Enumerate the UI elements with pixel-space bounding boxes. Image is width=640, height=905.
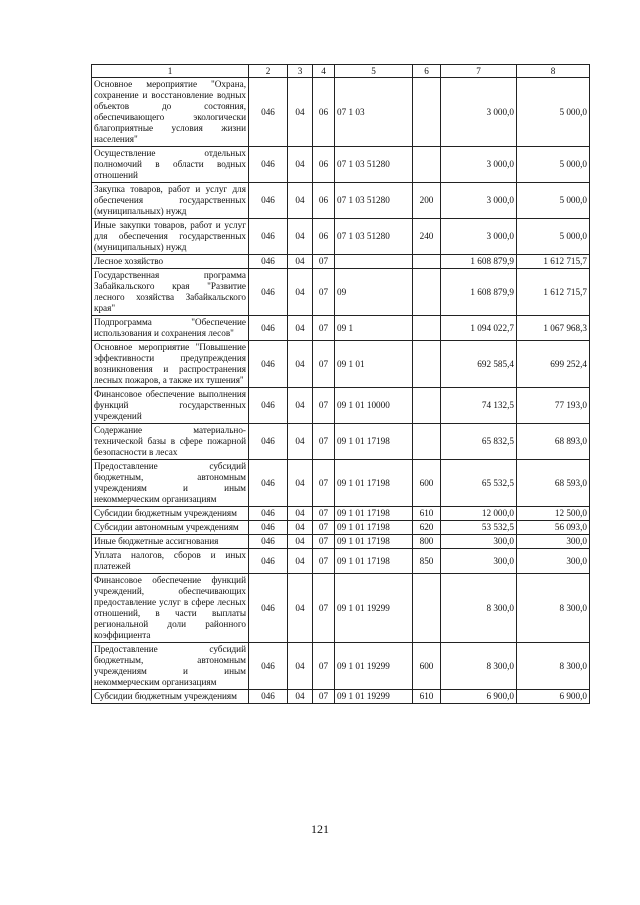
subsection-cell: 07: [313, 460, 335, 507]
budget-table: [91, 64, 590, 704]
section-cell: 04: [288, 690, 313, 704]
target-article-cell: [335, 255, 413, 269]
section-cell: 04: [288, 535, 313, 549]
row-name-cell: Закупка товаров, работ и услуг для обеспечения государственных (муниципальных) нужд: [92, 183, 249, 219]
amount-year2-cell: 6 900,0: [517, 690, 590, 704]
table-row: [92, 424, 590, 460]
row-name-cell: Подпрограмма "Обеспечение использования и сохранения лесов": [92, 316, 249, 341]
target-article-cell: 09 1 01 17198: [335, 521, 413, 535]
subsection-cell: 07: [313, 341, 335, 388]
section-cell: 04: [288, 147, 313, 183]
target-article-cell: 09 1 01 19299: [335, 690, 413, 704]
expense-type-cell: 610: [413, 507, 441, 521]
target-article-cell: 09 1 01 19299: [335, 643, 413, 690]
table-row: [92, 269, 590, 316]
amount-year1-cell: 3 000,0: [441, 183, 517, 219]
target-article-cell: 09 1: [335, 316, 413, 341]
admin-code-cell: 046: [249, 219, 288, 255]
admin-code-cell: 046: [249, 424, 288, 460]
amount-year2-cell: 5 000,0: [517, 147, 590, 183]
amount-year2-cell: 8 300,0: [517, 574, 590, 643]
section-cell: 04: [288, 78, 313, 147]
target-article-cell: 09 1 01 17198: [335, 535, 413, 549]
table-row: [92, 341, 590, 388]
target-article-cell: 09 1 01 17198: [335, 460, 413, 507]
expense-type-cell: 620: [413, 521, 441, 535]
subsection-cell: 07: [313, 507, 335, 521]
table-row: [92, 574, 590, 643]
target-article-cell: 07 1 03 51280: [335, 219, 413, 255]
admin-code-cell: 046: [249, 643, 288, 690]
subsection-cell: 06: [313, 219, 335, 255]
row-name-cell: Основное мероприятие "Охрана, сохранение и восстановление водных объектов до состояния, обеспечивающего экологически благоприятные условия жизни населения": [92, 78, 249, 147]
expense-type-cell: 600: [413, 643, 441, 690]
amount-year1-cell: 8 300,0: [441, 643, 517, 690]
amount-year2-cell: 56 093,0: [517, 521, 590, 535]
section-cell: 04: [288, 341, 313, 388]
table-row: [92, 388, 590, 424]
row-name-cell: Предоставление субсидий бюджетным, автономным учреждениям и иным некоммерческим организациям: [92, 460, 249, 507]
expense-type-cell: [413, 316, 441, 341]
page-number: 121: [311, 822, 329, 836]
subsection-cell: 07: [313, 388, 335, 424]
header-cell: 4: [313, 65, 335, 78]
header-cell: 6: [413, 65, 441, 78]
target-article-cell: 07 1 03 51280: [335, 147, 413, 183]
amount-year2-cell: 699 252,4: [517, 341, 590, 388]
admin-code-cell: 046: [249, 147, 288, 183]
table-row: [92, 460, 590, 507]
section-cell: 04: [288, 183, 313, 219]
amount-year1-cell: 74 132,5: [441, 388, 517, 424]
row-name-cell: Финансовое обеспечение выполнения функций государственных учреждений: [92, 388, 249, 424]
subsection-cell: 07: [313, 316, 335, 341]
section-cell: 04: [288, 424, 313, 460]
table-row: [92, 78, 590, 147]
header-cell: 7: [441, 65, 517, 78]
amount-year1-cell: 3 000,0: [441, 147, 517, 183]
table-row: [92, 521, 590, 535]
admin-code-cell: 046: [249, 690, 288, 704]
admin-code-cell: 046: [249, 269, 288, 316]
amount-year2-cell: 300,0: [517, 535, 590, 549]
amount-year1-cell: 692 585,4: [441, 341, 517, 388]
amount-year1-cell: 6 900,0: [441, 690, 517, 704]
target-article-cell: 09 1 01 19299: [335, 574, 413, 643]
section-cell: 04: [288, 219, 313, 255]
amount-year1-cell: 65 532,5: [441, 460, 517, 507]
target-article-cell: 09 1 01 17198: [335, 424, 413, 460]
amount-year2-cell: 8 300,0: [517, 643, 590, 690]
header-cell: 8: [517, 65, 590, 78]
amount-year2-cell: 68 893,0: [517, 424, 590, 460]
subsection-cell: 07: [313, 549, 335, 574]
header-row: [92, 65, 590, 78]
table-row: [92, 316, 590, 341]
table-row: [92, 549, 590, 574]
amount-year1-cell: 300,0: [441, 549, 517, 574]
expense-type-cell: 850: [413, 549, 441, 574]
amount-year1-cell: 12 000,0: [441, 507, 517, 521]
admin-code-cell: 046: [249, 507, 288, 521]
target-article-cell: 07 1 03 51280: [335, 183, 413, 219]
amount-year1-cell: 53 532,5: [441, 521, 517, 535]
section-cell: 04: [288, 549, 313, 574]
table-body: [92, 65, 590, 704]
amount-year1-cell: 300,0: [441, 535, 517, 549]
admin-code-cell: 046: [249, 341, 288, 388]
amount-year2-cell: 5 000,0: [517, 219, 590, 255]
subsection-cell: 06: [313, 78, 335, 147]
expense-type-cell: [413, 388, 441, 424]
expense-type-cell: [413, 574, 441, 643]
amount-year2-cell: 68 593,0: [517, 460, 590, 507]
section-cell: 04: [288, 388, 313, 424]
expense-type-cell: 800: [413, 535, 441, 549]
row-name-cell: Государственная программа Забайкальского края "Развитие лесного хозяйства Забайкальского края": [92, 269, 249, 316]
row-name-cell: Иные бюджетные ассигнования: [92, 535, 249, 549]
row-name-cell: Субсидии бюджетным учреждениям: [92, 690, 249, 704]
table-row: [92, 219, 590, 255]
expense-type-cell: [413, 147, 441, 183]
section-cell: 04: [288, 521, 313, 535]
amount-year2-cell: 12 500,0: [517, 507, 590, 521]
amount-year1-cell: 65 832,5: [441, 424, 517, 460]
amount-year2-cell: 300,0: [517, 549, 590, 574]
admin-code-cell: 046: [249, 183, 288, 219]
row-name-cell: Финансовое обеспечение функций учреждений, обеспечивающих предоставление услуг в сфере лесных отношений, в части выплаты региональной доли районного коэффициента: [92, 574, 249, 643]
subsection-cell: 07: [313, 535, 335, 549]
section-cell: 04: [288, 460, 313, 507]
section-cell: 04: [288, 255, 313, 269]
row-name-cell: Осуществление отдельных полномочий в области водных отношений: [92, 147, 249, 183]
expense-type-cell: 610: [413, 690, 441, 704]
section-cell: 04: [288, 316, 313, 341]
target-article-cell: 09 1 01: [335, 341, 413, 388]
target-article-cell: 09 1 01 17198: [335, 507, 413, 521]
section-cell: 04: [288, 269, 313, 316]
expense-type-cell: [413, 78, 441, 147]
expense-type-cell: [413, 341, 441, 388]
admin-code-cell: 046: [249, 535, 288, 549]
row-name-cell: Субсидии бюджетным учреждениям: [92, 507, 249, 521]
subsection-cell: 07: [313, 574, 335, 643]
table-row: [92, 643, 590, 690]
admin-code-cell: 046: [249, 78, 288, 147]
amount-year2-cell: 77 193,0: [517, 388, 590, 424]
table-row: [92, 255, 590, 269]
amount-year1-cell: 1 608 879,9: [441, 269, 517, 316]
row-name-cell: Основное мероприятие "Повышение эффективности предупреждения возникновения и распространения лесных пожаров, а также их тушения": [92, 341, 249, 388]
target-article-cell: 09 1 01 10000: [335, 388, 413, 424]
admin-code-cell: 046: [249, 549, 288, 574]
table-row: [92, 147, 590, 183]
expense-type-cell: [413, 255, 441, 269]
row-name-cell: Содержание материально-технической базы в сфере пожарной безопасности в лесах: [92, 424, 249, 460]
amount-year1-cell: 3 000,0: [441, 78, 517, 147]
amount-year2-cell: 5 000,0: [517, 183, 590, 219]
expense-type-cell: 240: [413, 219, 441, 255]
header-cell: 3: [288, 65, 313, 78]
admin-code-cell: 046: [249, 460, 288, 507]
admin-code-cell: 046: [249, 521, 288, 535]
admin-code-cell: 046: [249, 255, 288, 269]
row-name-cell: Предоставление субсидий бюджетным, автономным учреждениям и иным некоммерческим организациям: [92, 643, 249, 690]
amount-year2-cell: 1 612 715,7: [517, 269, 590, 316]
amount-year1-cell: 1 608 879,9: [441, 255, 517, 269]
amount-year2-cell: 1 067 968,3: [517, 316, 590, 341]
subsection-cell: 07: [313, 255, 335, 269]
admin-code-cell: 046: [249, 574, 288, 643]
expense-type-cell: 600: [413, 460, 441, 507]
amount-year1-cell: 3 000,0: [441, 219, 517, 255]
table-row: [92, 183, 590, 219]
header-cell: 1: [92, 65, 249, 78]
target-article-cell: 09 1 01 17198: [335, 549, 413, 574]
subsection-cell: 07: [313, 643, 335, 690]
amount-year1-cell: 8 300,0: [441, 574, 517, 643]
subsection-cell: 06: [313, 147, 335, 183]
subsection-cell: 07: [313, 690, 335, 704]
section-cell: 04: [288, 643, 313, 690]
table-row: [92, 690, 590, 704]
expense-type-cell: [413, 424, 441, 460]
target-article-cell: 09: [335, 269, 413, 316]
admin-code-cell: 046: [249, 316, 288, 341]
section-cell: 04: [288, 574, 313, 643]
section-cell: 04: [288, 507, 313, 521]
admin-code-cell: 046: [249, 388, 288, 424]
header-cell: 2: [249, 65, 288, 78]
row-name-cell: Иные закупки товаров, работ и услуг для обеспечения государственных (муниципальных) нужд: [92, 219, 249, 255]
subsection-cell: 06: [313, 183, 335, 219]
target-article-cell: 07 1 03: [335, 78, 413, 147]
expense-type-cell: 200: [413, 183, 441, 219]
header-cell: 5: [335, 65, 413, 78]
amount-year2-cell: 5 000,0: [517, 78, 590, 147]
subsection-cell: 07: [313, 424, 335, 460]
subsection-cell: 07: [313, 521, 335, 535]
subsection-cell: 07: [313, 269, 335, 316]
row-name-cell: Уплата налогов, сборов и иных платежей: [92, 549, 249, 574]
row-name-cell: Субсидии автономным учреждениям: [92, 521, 249, 535]
amount-year2-cell: 1 612 715,7: [517, 255, 590, 269]
row-name-cell: Лесное хозяйство: [92, 255, 249, 269]
amount-year1-cell: 1 094 022,7: [441, 316, 517, 341]
table-row: [92, 535, 590, 549]
table-row: [92, 507, 590, 521]
expense-type-cell: [413, 269, 441, 316]
